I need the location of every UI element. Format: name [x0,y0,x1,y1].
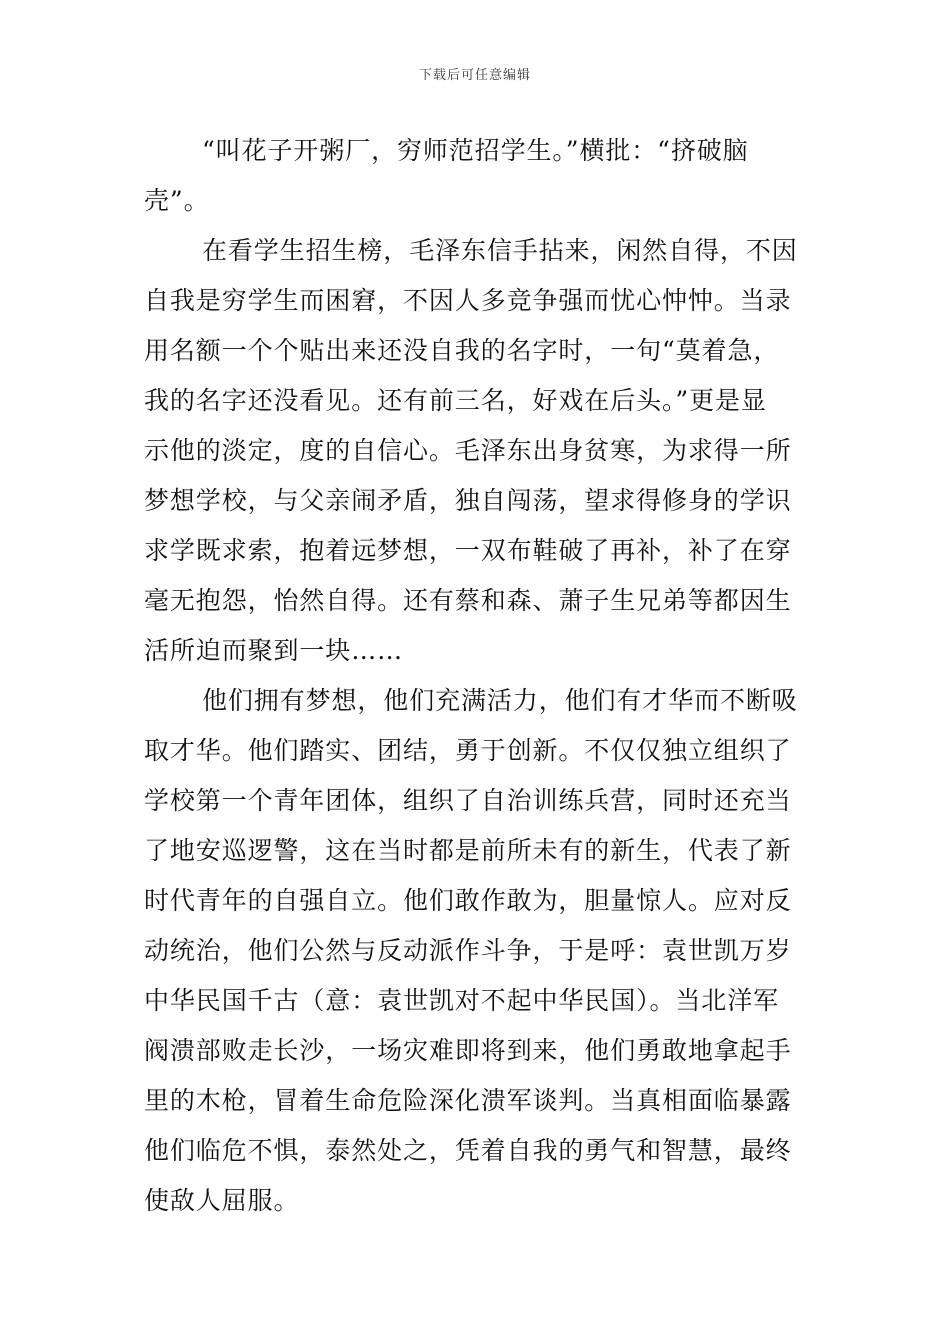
body-line: 自我是穷学生而困窘，不因人多竞争强而忧心忡忡。当录 [144,286,792,315]
body-line: 求学既求索，抱着远梦想，一双布鞋破了再补，补了在穿 [144,536,792,565]
body-line: 示他的淡定，度的自信心。毛泽东出身贫寒，为求得一所 [144,436,792,465]
body-line: 他们临危不惧，泰然处之，凭着自我的勇气和智慧，最终 [144,1136,792,1165]
page-header: 下载后可任意编辑 [418,68,531,83]
body-line: 使敌人屈服。 [144,1186,300,1215]
body-line: 在看学生招生榜，毛泽东信手拈来，闲然自得，不因 [202,236,798,265]
body-line: 里的木枪，冒着生命危险深化溃军谈判。当真相面临暴露 [144,1086,792,1115]
body-line: 动统治，他们公然与反动派作斗争，于是呼：袁世凯万岁 [144,936,792,965]
body-line: 取才华。他们踏实、团结，勇于创新。不仅仅独立组织了 [144,736,792,765]
body-line: 了地安巡逻警，这在当时都是前所未有的新生，代表了新 [144,836,792,865]
body-line: 梦想学校，与父亲闹矛盾，独自闯荡，望求得修身的学识 [144,486,792,515]
body-line: 阀溃部败走长沙，一场灾难即将到来，他们勇敢地拿起手 [144,1036,792,1065]
body-line: 壳”。 [144,186,210,215]
body-line: 他们拥有梦想，他们充满活力，他们有才华而不断吸 [202,686,798,715]
body-line: 活所迫而聚到一块…… [144,636,404,665]
body-line: 毫无抱怨，怡然自得。还有蔡和森、萧子生兄弟等都因生 [144,586,792,615]
body-line: 用名额一个个贴出来还没自我的名字时，一句“莫着急， [144,336,780,365]
body-line: “叫花子开粥厂，穷师范招学生。”横批：“挤破脑 [202,136,749,165]
body-line: 时代青年的自强自立。他们敢作敢为，胆量惊人。应对反 [144,886,792,915]
body-line: 中华民国千古（意：袁世凯对不起中华民国）。当北洋军 [144,986,780,1015]
body-line: 学校第一个青年团体，组织了自治训练兵营，同时还充当 [144,786,792,815]
body-line: 我的名字还没看见。还有前三名，好戏在后头。”更是显 [144,386,767,415]
